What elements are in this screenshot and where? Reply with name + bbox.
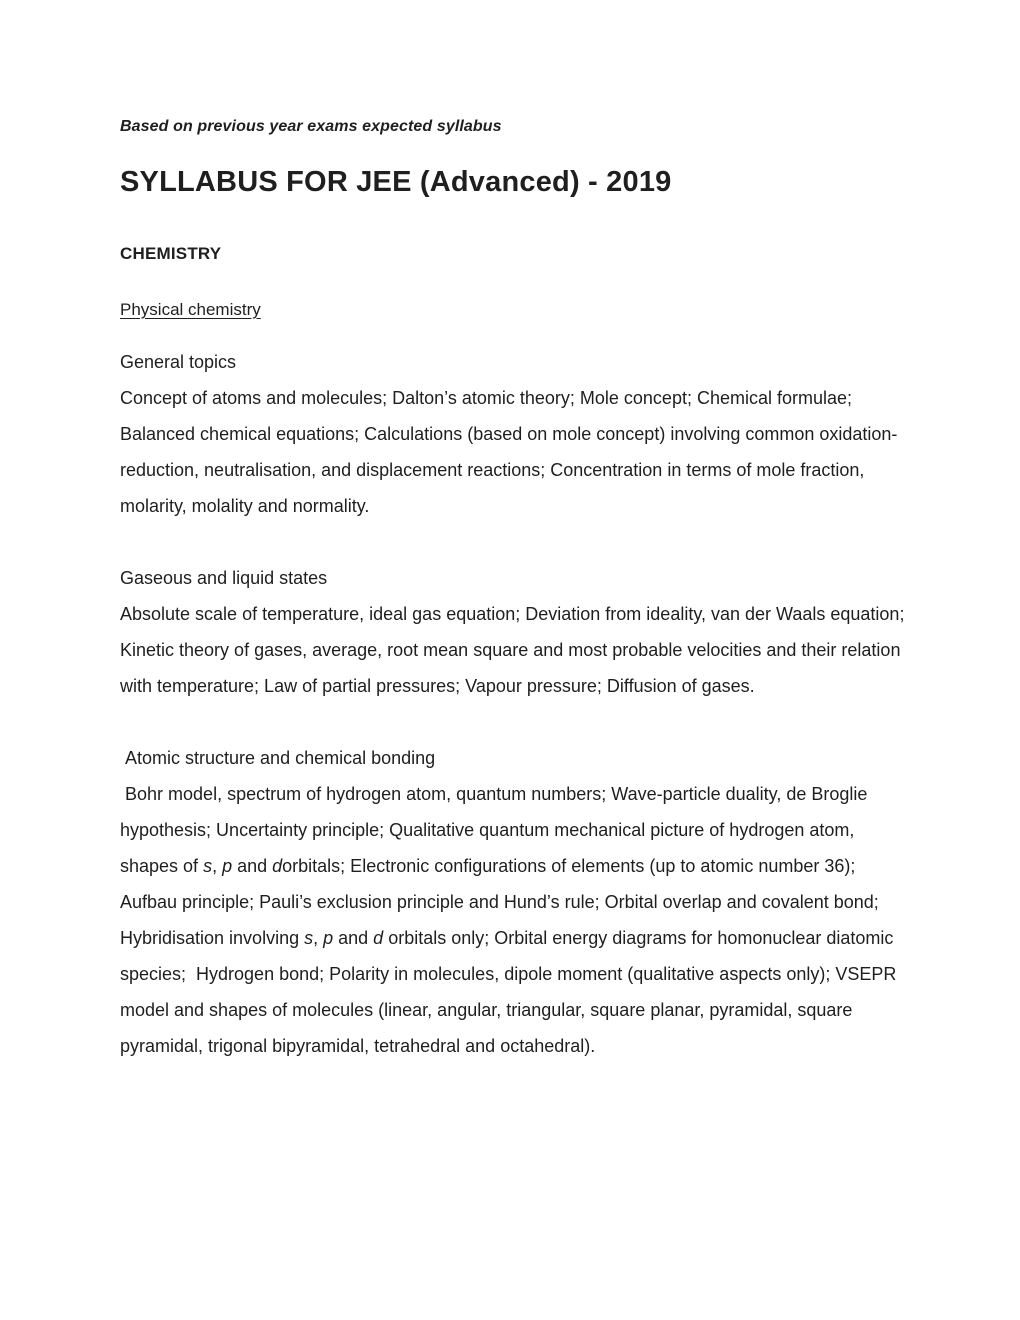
topic-heading: Gaseous and liquid states	[120, 568, 328, 588]
topic-heading: General topics	[120, 352, 237, 372]
topic-block-gaseous-liquid-states	[120, 560, 912, 704]
page-title: SYLLABUS FOR JEE (Advanced) - 2019	[120, 166, 672, 198]
topic-heading: Atomic structure and chemical bonding	[120, 748, 436, 768]
topic-body: Bohr model, spectrum of hydrogen atom, quantum numbers; Wave-particle duality, de Broglie hypothesis; Uncertainty principle; Qualitative quantum mechanical picture of hydrogen atom, shapes of s, p and dorbitals; Electronic configurations of elements (up to atomic number 36); Aufbau principle; Pauli’s exclusion principle and Hund’s rule; Orbital overlap and covalent bond; Hybridisation involving s, p and d orbitals only; Orbital energy diagrams for homonuclear diatomic species; Hydrogen bond; Polarity in molecules, dipole moment (qualitative aspects only); VSEPR model and shapes of molecules (linear, angular, triangular, square planar, pyramidal, square pyramidal, trigonal bipyramidal, tetrahedral and octahedral).	[120, 784, 902, 1056]
topic-block-atomic-structure-bonding	[120, 740, 912, 1064]
topic-blocks	[120, 344, 912, 1064]
topic-body: Absolute scale of temperature, ideal gas equation; Deviation from ideality, van der Waals equation; Kinetic theory of gases, average, root mean square and most probable velocities and their relation with temperature; Law of partial pressures; Vapour pressure; Diffusion of gases.	[120, 604, 910, 696]
section-heading: Physical chemistry	[120, 300, 261, 319]
topic-block-general-topics	[120, 344, 912, 524]
document-note: Based on previous year exams expected syllabus	[120, 118, 502, 135]
topic-body: Concept of atoms and molecules; Dalton’s atomic theory; Mole concept; Chemical formulae; Balanced chemical equations; Calculations (based on mole concept) involving common oxidation-reduction, neutralisation, and displacement reactions; Concentration in terms of mole fraction, molarity, molality and normality.	[120, 388, 898, 516]
subject-heading: CHEMISTRY	[120, 244, 222, 263]
